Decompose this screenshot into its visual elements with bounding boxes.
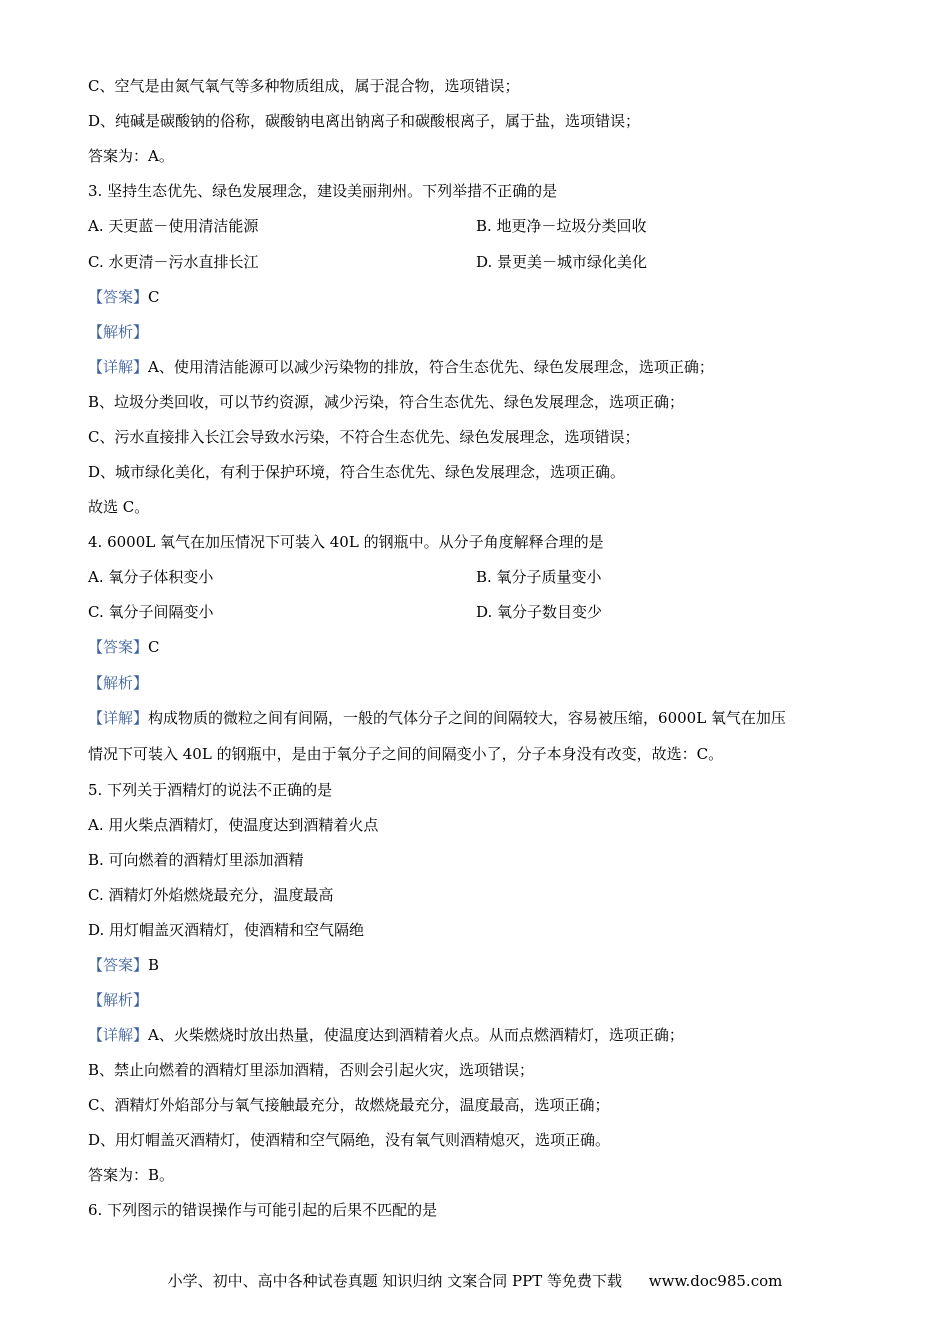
q3-option-b: B. 地更净－垃圾分类回收 xyxy=(476,217,647,235)
q4-detail-line: 情况下可装入 40L 的钢瓶中，是由于氧分子之间的间隔变小了，分子本身没有改变，故选：C。 xyxy=(88,745,724,763)
q3-answer xyxy=(88,287,160,307)
q4-option-b: B. 氧分子质量变小 xyxy=(476,568,602,586)
q4-answer xyxy=(88,637,160,657)
q3-detail-line: B、垃圾分类回收，可以节约资源，减少污染，符合生态优先、绿色发展理念，选项正确； xyxy=(88,393,685,411)
answer-value: B xyxy=(148,956,160,974)
q4-option-d: D. 氧分子数目变少 xyxy=(476,603,603,621)
q5-option-a: A. 用火柴点酒精灯，使温度达到酒精着火点 xyxy=(88,816,379,834)
question-4-stem: 4. 6000L 氧气在加压情况下可装入 40L 的钢瓶中。从分子角度解释合理的是 xyxy=(88,533,604,551)
q5-option-d: D. 用灯帽盖灭酒精灯，使酒精和空气隔绝 xyxy=(88,921,365,939)
answer-tag: 【答案】 xyxy=(88,288,149,306)
footer-url[interactable]: www.doc985.com xyxy=(648,1272,783,1290)
q5-detail-line: D、用灯帽盖灭酒精灯，使酒精和空气隔绝，没有氧气则酒精熄灭，选项正确。 xyxy=(88,1131,611,1149)
text-line: 答案为：A。 xyxy=(88,147,174,165)
q5-answer xyxy=(88,955,159,975)
q3-detail-line: 【详解】A、使用清洁能源可以减少污染物的排放，符合生态优先、绿色发展理念，选项正确； xyxy=(88,358,714,376)
footer-item: 文案合同 xyxy=(447,1272,508,1290)
q5-detail-line: B、禁止向燃着的酒精灯里添加酒精，否则会引起火灾，选项错误； xyxy=(88,1061,535,1079)
question-5-stem: 5. 下列关于酒精灯的说法不正确的是 xyxy=(88,781,333,799)
q5-option-c: C. 酒精灯外焰燃烧最充分，温度最高 xyxy=(88,886,334,904)
q4-option-c: C. 氧分子间隔变小 xyxy=(88,603,214,621)
q3-detail-line: D、城市绿化美化，有利于保护环境，符合生态优先、绿色发展理念，选项正确。 xyxy=(88,463,626,481)
q5-detail-line: C、酒精灯外焰部分与氧气接触最充分，故燃烧最充分，温度最高，选项正确； xyxy=(88,1096,610,1114)
footer-item: 知识归纳 xyxy=(382,1272,443,1290)
q5-conclusion: 答案为：B。 xyxy=(88,1166,175,1184)
q3-detail-line: C、污水直接排入长江会导致水污染，不符合生态优先、绿色发展理念，选项错误； xyxy=(88,428,640,446)
answer-tag: 【答案】 xyxy=(88,638,149,656)
q4-option-a: A. 氧分子体积变小 xyxy=(88,568,214,586)
q3-option-a: A. 天更蓝－使用清洁能源 xyxy=(88,217,259,235)
q5-detail-line: 【详解】A、火柴燃烧时放出热量，使温度达到酒精着火点。从而点燃酒精灯，选项正确； xyxy=(88,1026,684,1044)
q3-option-d: D. 景更美－城市绿化美化 xyxy=(476,253,648,271)
q4-analysis-tag: 【解析】 xyxy=(88,674,149,692)
detail-tag: 【详解】 xyxy=(88,358,149,376)
answer-value: C xyxy=(148,638,160,656)
footer-item: 小学、初中、高中各种试卷真题 xyxy=(167,1272,378,1290)
question-6-stem: 6. 下列图示的错误操作与可能引起的后果不匹配的是 xyxy=(88,1201,438,1219)
text-line: C、空气是由氮气氧气等多种物质组成，属于混合物，选项错误； xyxy=(88,77,520,95)
page-footer xyxy=(0,1270,950,1291)
q4-detail-line: 【详解】构成物质的微粒之间有间隔，一般的气体分子之间的间隔较大，容易被压缩，6000L 氧气在加压 xyxy=(88,709,786,727)
q5-option-b: B. 可向燃着的酒精灯里添加酒精 xyxy=(88,851,304,869)
question-3-stem: 3. 坚持生态优先、绿色发展理念，建设美丽荆州。下列举措不正确的是 xyxy=(88,182,558,200)
answer-value: C xyxy=(148,288,160,306)
detail-tag: 【详解】 xyxy=(88,1026,149,1044)
footer-item: PPT 等免费下载 xyxy=(512,1272,622,1290)
text-line: D、纯碱是碳酸钠的俗称，碳酸钠电离出钠离子和碳酸根离子，属于盐，选项错误； xyxy=(88,112,641,130)
q3-conclusion: 故选 C。 xyxy=(88,498,150,516)
q3-option-c: C. 水更清－污水直排长江 xyxy=(88,253,259,271)
detail-tag: 【详解】 xyxy=(88,709,149,727)
q3-analysis-tag: 【解析】 xyxy=(88,323,149,341)
q5-analysis-tag: 【解析】 xyxy=(88,991,149,1009)
answer-tag: 【答案】 xyxy=(88,956,149,974)
